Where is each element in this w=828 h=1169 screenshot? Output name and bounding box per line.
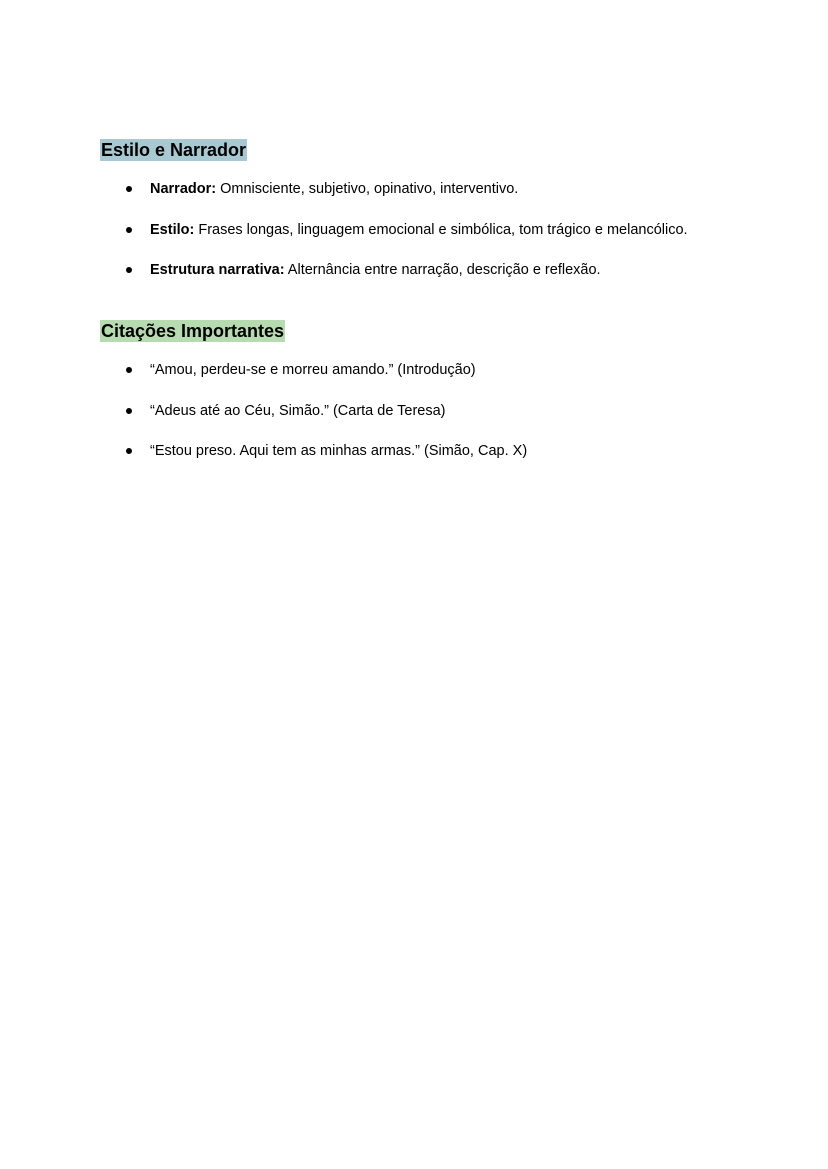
quote-text: “Amou, perdeu-se e morreu amando.” (Introdução) [150, 362, 476, 378]
bullet-icon [126, 186, 132, 192]
section-heading-estilo-narrador: Estilo e Narrador [101, 140, 247, 160]
bullet-icon [126, 448, 132, 454]
item-label: Narrador: [150, 181, 217, 197]
bullet-icon [126, 227, 132, 233]
item-label: Estrutura narrativa: [150, 262, 285, 278]
item-text: Alternância entre narração, descrição e reflexão. [284, 262, 601, 278]
item-text: Frases longas, linguagem emocional e simbólica, tom trágico e melancólico. [194, 222, 688, 238]
section-heading-citacoes-importantes: Citações Importantes [101, 321, 285, 341]
item-label: Estilo: [150, 222, 195, 238]
bullet-icon [126, 408, 132, 414]
bullet-icon [126, 367, 132, 373]
quote-text: “Adeus até ao Céu, Simão.” (Carta de Teresa) [150, 403, 446, 419]
item-text: Omnisciente, subjetivo, opinativo, interventivo. [216, 181, 519, 197]
quote-text: “Estou preso. Aqui tem as minhas armas.” (Simão, Cap. X) [150, 443, 528, 459]
bullet-icon [126, 267, 132, 273]
